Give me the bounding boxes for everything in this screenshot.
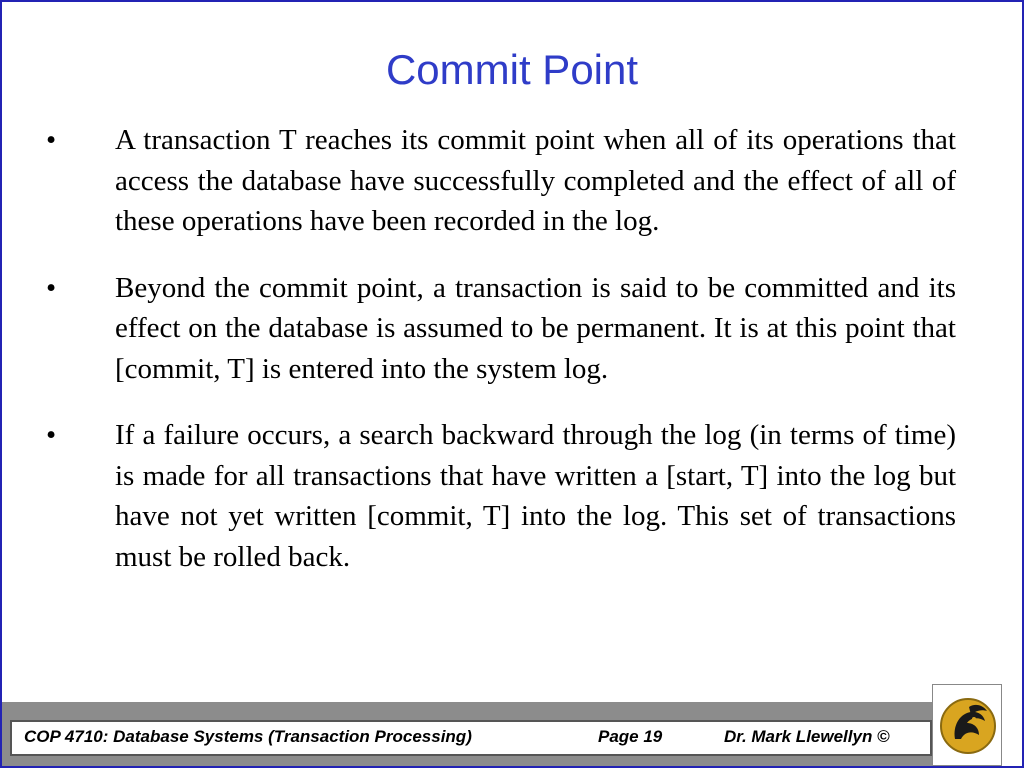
bullet-marker: •	[46, 271, 57, 304]
bullet-text: A transaction T reaches its commit point when all of its operations that access the database have successfully completed and the effect of all of these operations have been recorded in the log.	[115, 124, 956, 237]
bullet-item	[42, 120, 956, 242]
pegasus-logo-icon	[939, 695, 997, 757]
slide-title: Commit Point	[385, 46, 639, 93]
bullet-text: If a failure occurs, a search backward through the log (in terms of time) is made for all transactions that have written a [start, T] into the log but have not yet written [commit, T] into the log. This set of transactions must be rolled back.	[115, 419, 956, 573]
bullet-text: Beyond the commit point, a transaction is said to be committed and its effect on the database is assumed to be permanent. It is at this point that [commit, T] is entered into the system log.	[115, 271, 956, 385]
bullet-item	[42, 268, 956, 390]
footer-course: COP 4710: Database Systems (Transaction Processing)	[24, 727, 472, 746]
footer-page-number: Page 19	[598, 727, 663, 746]
bullet-marker: •	[46, 124, 57, 156]
bullet-list	[42, 120, 956, 603]
bullet-marker: •	[46, 419, 57, 451]
footer-author: Dr. Mark Llewellyn ©	[724, 727, 890, 746]
logo-box	[932, 684, 1002, 766]
bullet-item	[42, 415, 956, 577]
